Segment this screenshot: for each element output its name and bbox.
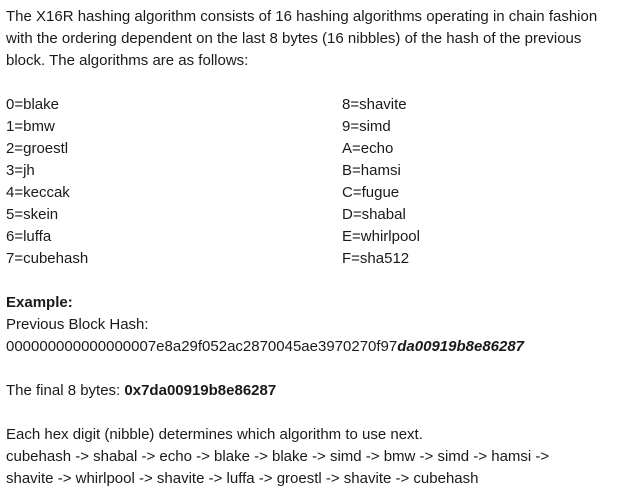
example-heading: Example:	[6, 294, 73, 311]
previous-hash-value	[6, 336, 618, 358]
algorithm-item: 0=blake	[6, 96, 59, 113]
algorithm-sequence-line-1: cubehash -> shabal -> echo -> blake -> blake -> simd -> bmw -> simd -> hamsi ->	[6, 448, 550, 465]
explanation-text: Each hex digit (nibble) determines which algorithm to use next.	[6, 426, 423, 443]
algorithm-item: 6=luffa	[6, 228, 52, 245]
hash-last-bytes: da00919b8e86287	[397, 338, 525, 355]
algorithm-item: 2=groestl	[6, 140, 69, 157]
algorithm-item: C=fugue	[342, 184, 400, 201]
algorithm-item: 8=shavite	[342, 96, 407, 113]
document-page	[6, 6, 618, 490]
final-bytes-line	[6, 380, 618, 402]
algorithm-item: F=sha512	[342, 250, 410, 267]
algorithm-table	[6, 94, 618, 270]
final-bytes-value: 0x7da00919b8e86287	[124, 382, 277, 399]
algorithm-item: E=whirlpool	[342, 228, 420, 245]
algorithm-item: D=shabal	[342, 206, 406, 223]
algorithm-item: A=echo	[342, 140, 394, 157]
algorithm-column-left	[6, 94, 342, 270]
algorithm-item: 9=simd	[342, 118, 391, 135]
previous-hash-label: Previous Block Hash:	[6, 316, 149, 333]
algorithm-item: B=hamsi	[342, 162, 401, 179]
intro-paragraph: The X16R hashing algorithm consists of 16 hashing algorithms operating in chain fashion with the ordering dependent on the last 8 bytes (16 nibbles) of the hash of the previous block. The algorithms are as follows:	[6, 8, 598, 69]
algorithm-item: 4=keccak	[6, 184, 70, 201]
algorithm-item: 3=jh	[6, 162, 35, 179]
algorithm-column-right	[342, 94, 582, 270]
explanation-section	[6, 424, 618, 490]
example-section	[6, 292, 618, 358]
algorithm-item: 5=skein	[6, 206, 59, 223]
final-bytes-label: The final 8 bytes:	[6, 382, 125, 399]
hash-prefix: 000000000000000007e8a29f052ac2870045ae3970270f97	[6, 338, 398, 355]
algorithm-item: 1=bmw	[6, 118, 55, 135]
algorithm-item: 7=cubehash	[6, 250, 89, 267]
algorithm-sequence-line-2: shavite -> whirlpool -> shavite -> luffa -> groestl -> shavite -> cubehash	[6, 470, 479, 487]
